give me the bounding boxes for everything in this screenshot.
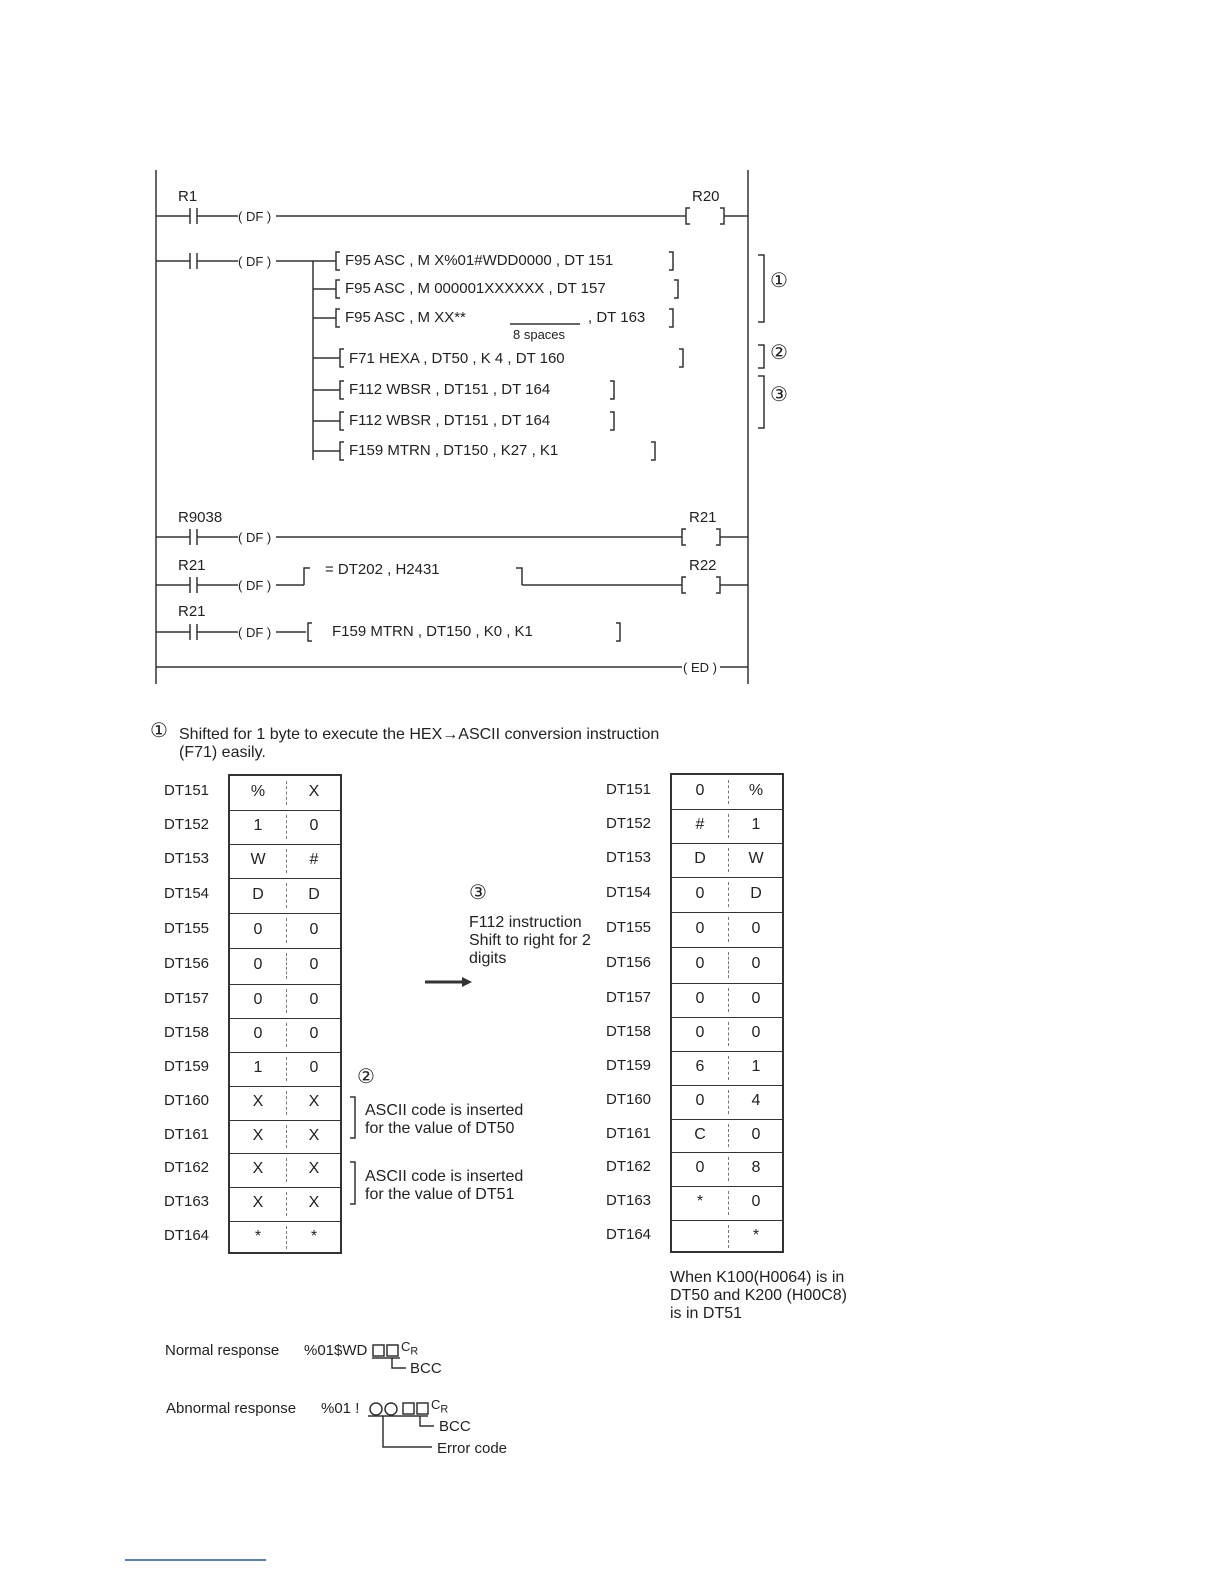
dt-label: DT164 — [164, 1226, 210, 1244]
dt-label: DT159 — [164, 1058, 210, 1075]
table-cell: 0 — [309, 920, 319, 938]
right-memory-table — [670, 773, 784, 1253]
table-row-divider — [230, 1153, 340, 1154]
note1-marker: ① — [150, 720, 168, 742]
instr-f95-2: F95 ASC , M 000001XXXXXX , DT 157 — [345, 280, 606, 297]
marker-3: ③ — [770, 384, 788, 406]
table-cell: 0 — [253, 1025, 263, 1042]
end-label: ( ED ) — [683, 660, 717, 675]
dt-label: DT158 — [164, 1024, 210, 1041]
dt-label: DT154 — [606, 883, 652, 901]
marker-2: ② — [770, 342, 788, 364]
df-label: ( DF ) — [238, 625, 272, 640]
table-row-divider — [230, 810, 340, 811]
instr-f71: F71 HEXA , DT50 , K 4 , DT 160 — [349, 350, 565, 367]
note2-a-line2: for the value of DT50 — [365, 1120, 515, 1137]
table-row-divider — [672, 1186, 782, 1187]
dt-label: DT154 — [164, 884, 210, 902]
dt-label: DT161 — [164, 1125, 210, 1143]
instr-f112-1: F112 WBSR , DT151 , DT 164 — [349, 381, 551, 398]
dt-label: DT155 — [164, 919, 210, 937]
right-note-line1: When K100(H0064) is in — [670, 1269, 845, 1286]
table-cell: X — [308, 1126, 320, 1144]
abnormal-response-value: %01 ! — [321, 1400, 360, 1417]
right-note-line3: is in DT51 — [670, 1305, 743, 1322]
abnormal-response-label: Abnormal response — [166, 1400, 297, 1417]
table-cell: 0 — [751, 955, 761, 972]
table-cell: * — [254, 1227, 262, 1245]
dt-label: DT157 — [606, 989, 652, 1006]
table-cell: W — [250, 851, 266, 868]
note3-line2: Shift to right for 2 — [469, 932, 591, 949]
table-cell: 1 — [751, 816, 761, 833]
cr-symbol: $C_R$ — [401, 1339, 419, 1358]
table-cell: 0 — [695, 990, 705, 1007]
dt-label: DT153 — [606, 849, 652, 866]
table-cell: 1 — [253, 817, 263, 834]
table-cell: # — [695, 816, 705, 833]
table-cell: 0 — [695, 1159, 705, 1176]
dt-label: DT162 — [606, 1158, 652, 1175]
table-cell: 1 — [253, 1059, 263, 1076]
table-row-divider — [672, 947, 782, 948]
table-cell: 4 — [751, 1092, 761, 1109]
note3-line3: digits — [469, 950, 507, 967]
table-cell: X — [252, 1194, 264, 1211]
table-row-divider — [230, 1120, 340, 1121]
note1-line2: (F71) easily. — [179, 744, 266, 761]
table-row-divider — [672, 1085, 782, 1086]
table-cell: 0 — [309, 1059, 319, 1076]
table-cell: 0 — [309, 817, 319, 834]
instr-f95-3: F95 ASC , M XX** — [345, 309, 466, 326]
table-row-divider — [672, 912, 782, 913]
coil-r21: R21 — [689, 509, 717, 526]
spaces-label: 8 spaces — [513, 327, 566, 342]
table-cell: * — [696, 1193, 704, 1210]
table-row-divider — [672, 843, 782, 844]
table-cell: 0 — [751, 990, 761, 1007]
table-cell: 0 — [751, 1024, 761, 1041]
contact-r21: R21 — [178, 557, 206, 574]
bcc-label: BCC — [410, 1360, 442, 1377]
contact-r1: R1 — [178, 188, 198, 205]
table-cell: # — [309, 851, 319, 868]
note2-a-line1: ASCII code is inserted — [365, 1102, 524, 1119]
coil-r20: R20 — [692, 188, 720, 205]
instr-f159-b: F159 MTRN , DT150 , K0 , K1 — [332, 623, 533, 640]
note2-b-line1: ASCII code is inserted — [365, 1168, 524, 1185]
table-cell: X — [308, 1194, 320, 1211]
table-row-divider — [230, 948, 340, 949]
table-cell: 0 — [695, 1092, 705, 1109]
table-cell: 0 — [695, 919, 705, 937]
table-cell: 0 — [253, 956, 263, 973]
table-row-divider — [230, 1187, 340, 1188]
note1-line1: Shifted for 1 byte to execute the HEX→ASCII conversion instruction — [179, 726, 660, 743]
dt-label: DT156 — [606, 954, 652, 971]
table-cell: X — [308, 1160, 320, 1177]
table-row-divider — [672, 877, 782, 878]
dt-label: DT152 — [606, 815, 652, 832]
table-cell: X — [308, 783, 320, 800]
table-cell: 6 — [695, 1058, 705, 1075]
dt-label: DT157 — [164, 990, 210, 1007]
instr-f112-2: F112 WBSR , DT151 , DT 164 — [349, 412, 551, 429]
note3-marker: ③ — [469, 882, 487, 904]
note3-line1: F112 instruction — [469, 914, 582, 931]
table-row-divider — [672, 1051, 782, 1052]
table-cell: * — [310, 1227, 318, 1245]
compare-instr: = DT202 , H2431 — [325, 561, 440, 578]
df-label: ( DF ) — [238, 578, 272, 593]
error-code-label: Error code — [437, 1440, 508, 1457]
table-row-divider — [230, 1086, 340, 1087]
table-cell: 0 — [695, 1024, 705, 1041]
dt-label: DT151 — [606, 781, 652, 798]
table-cell: 0 — [751, 1193, 761, 1210]
instr-f95-3-tail: , DT 163 — [588, 309, 646, 326]
dt-label: DT159 — [606, 1057, 652, 1074]
normal-response-label: Normal response — [165, 1342, 280, 1359]
table-cell: 0 — [309, 956, 319, 973]
dt-label: DT152 — [164, 816, 210, 833]
table-cell: 0 — [695, 884, 705, 902]
dt-label: DT158 — [606, 1023, 652, 1040]
dt-label: DT160 — [606, 1091, 652, 1108]
note2-marker: ② — [357, 1066, 375, 1088]
right-note-line2: DT50 and K200 (H00C8) — [670, 1287, 847, 1304]
table-row-divider — [672, 1152, 782, 1153]
instr-f159: F159 MTRN , DT150 , K27 , K1 — [349, 442, 559, 459]
table-row-divider — [672, 1220, 782, 1221]
table-cell: X — [252, 1160, 264, 1177]
table-cell: D — [308, 885, 320, 903]
bcc-label: BCC — [439, 1418, 471, 1435]
dt-label: DT162 — [164, 1159, 210, 1176]
table-row-divider — [230, 984, 340, 985]
left-memory-table — [228, 774, 342, 1254]
instr-f95-1: F95 ASC , M X%01#WDD0000 , DT 151 — [345, 252, 614, 269]
table-cell: % — [748, 782, 764, 799]
table-cell: 0 — [695, 955, 705, 972]
table-cell: 8 — [751, 1159, 761, 1176]
table-cell: 0 — [309, 1025, 319, 1042]
table-cell: 1 — [751, 1058, 761, 1075]
table-row-divider — [230, 913, 340, 914]
dt-label: DT156 — [164, 955, 210, 972]
table-cell: 0 — [309, 991, 319, 1008]
table-cell: C — [694, 1125, 706, 1143]
table-cell: 0 — [751, 1125, 761, 1143]
cr-symbol: $C_R$ — [431, 1397, 449, 1416]
note2-b-line2: for the value of DT51 — [365, 1186, 515, 1203]
table-row-divider — [672, 809, 782, 810]
df-label: ( DF ) — [238, 254, 272, 269]
table-cell: D — [252, 885, 264, 903]
dt-label: DT164 — [606, 1225, 652, 1243]
table-row-divider — [230, 844, 340, 845]
table-cell: X — [252, 1126, 264, 1144]
table-row-divider — [230, 878, 340, 879]
table-cell: X — [308, 1093, 320, 1110]
df-label: ( DF ) — [238, 209, 272, 224]
table-row-divider — [230, 1221, 340, 1222]
table-cell: 0 — [751, 919, 761, 937]
table-row-divider — [672, 1017, 782, 1018]
coil-r22: R22 — [689, 557, 717, 574]
table-cell: D — [694, 850, 706, 867]
table-cell: X — [252, 1093, 264, 1110]
table-cell: % — [250, 783, 266, 800]
table-row-divider — [672, 1119, 782, 1120]
marker-1: ① — [770, 270, 788, 292]
table-row-divider — [230, 1052, 340, 1053]
dt-label: DT153 — [164, 850, 210, 867]
dt-label: DT163 — [164, 1193, 210, 1210]
table-cell: 0 — [695, 782, 705, 799]
dt-label: DT151 — [164, 782, 210, 799]
df-label: ( DF ) — [238, 530, 272, 545]
dt-label: DT155 — [606, 918, 652, 936]
contact-r21-b: R21 — [178, 603, 206, 620]
table-cell: 0 — [253, 920, 263, 938]
table-cell: W — [748, 850, 764, 867]
table-cell: * — [752, 1226, 760, 1244]
table-cell: D — [750, 884, 762, 902]
table-row-divider — [230, 1018, 340, 1019]
normal-response-value: %01$WD — [304, 1342, 368, 1359]
contact-r9038: R9038 — [178, 509, 223, 526]
dt-label: DT163 — [606, 1192, 652, 1209]
table-row-divider — [672, 983, 782, 984]
dt-label: DT160 — [164, 1092, 210, 1109]
dt-label: DT161 — [606, 1124, 652, 1142]
table-cell: 0 — [253, 991, 263, 1008]
